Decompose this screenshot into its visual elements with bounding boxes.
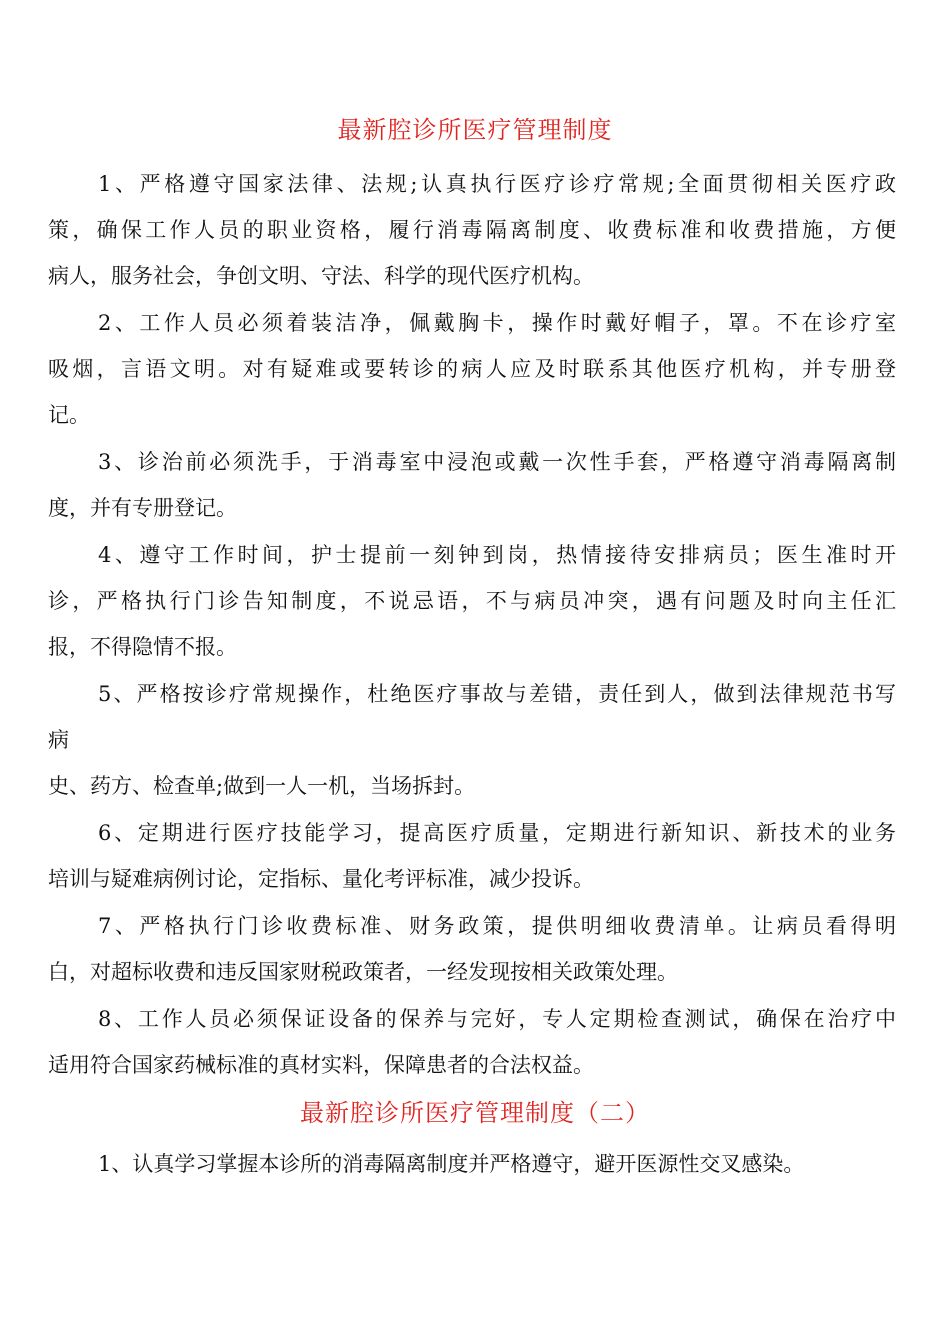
paragraph-1-line-3: 病人，服务社会，争创文明、守法、科学的现代医疗机构。: [48, 264, 594, 288]
paragraph-2-line-2: 吸烟，言语文明。对有疑难或要转诊的病人应及时联系其他医疗机构，并专册登: [48, 357, 896, 381]
paragraph-2-line-3: 记。: [48, 403, 90, 427]
paragraph-2-line-1: 2、工作人员必须着装洁净，佩戴胸卡，操作时戴好帽子，罩。不在诊疗室: [98, 311, 896, 335]
section-2-title: 最新腔诊所医疗管理制度（二）: [300, 1099, 650, 1127]
section-1-title: 最新腔诊所医疗管理制度: [337, 116, 613, 144]
paragraph-1-line-2: 策，确保工作人员的职业资格，履行消毒隔离制度、收费标准和收费措施，方便: [48, 218, 896, 242]
paragraph-5-line-3: 史、药方、检查单;做到一人一机，当场拆封。: [48, 774, 476, 798]
paragraph-1-line-1: 1、严格遵守国家法律、法规;认真执行医疗诊疗常规;全面贯彻相关医疗政: [98, 172, 896, 196]
paragraph-4-line-1: 4、遵守工作时间，护士提前一刻钟到岗，热情接待安排病员；医生准时开: [98, 543, 896, 567]
paragraph-6-line-2: 培训与疑难病例讨论，定指标、量化考评标准，减少投诉。: [48, 867, 594, 891]
paragraph-4-line-2: 诊，严格执行门诊告知制度，不说忌语，不与病员冲突，遇有问题及时向主任汇: [48, 589, 896, 613]
paragraph-7-line-2: 白，对超标收费和违反国家财税政策者，一经发现按相关政策处理。: [48, 960, 678, 984]
paragraph-5-line-1: 5、严格按诊疗常规操作，杜绝医疗事故与差错，责任到人，做到法律规范书写: [98, 682, 896, 706]
paragraph-8-line-2: 适用符合国家药械标准的真材实料，保障患者的合法权益。: [48, 1053, 594, 1077]
section-2-paragraph-1-line-1: 1、认真学习掌握本诊所的消毒隔离制度并严格遵守，避开医源性交叉感染。: [98, 1152, 805, 1176]
paragraph-4-line-3: 报，不得隐情不报。: [48, 635, 237, 659]
paragraph-8-line-1: 8、工作人员必须保证设备的保养与完好，专人定期检查测试，确保在治疗中: [98, 1007, 896, 1031]
paragraph-7-line-1: 7、严格执行门诊收费标准、财务政策，提供明细收费清单。让病员看得明: [98, 914, 896, 938]
paragraph-3-line-2: 度，并有专册登记。: [48, 496, 237, 520]
paragraph-3-line-1: 3、诊治前必须洗手，于消毒室中浸泡或戴一次性手套，严格遵守消毒隔离制: [98, 450, 896, 474]
paragraph-5-line-2: 病: [48, 728, 69, 752]
paragraph-6-line-1: 6、定期进行医疗技能学习，提高医疗质量，定期进行新知识、新技术的业务: [98, 821, 896, 845]
